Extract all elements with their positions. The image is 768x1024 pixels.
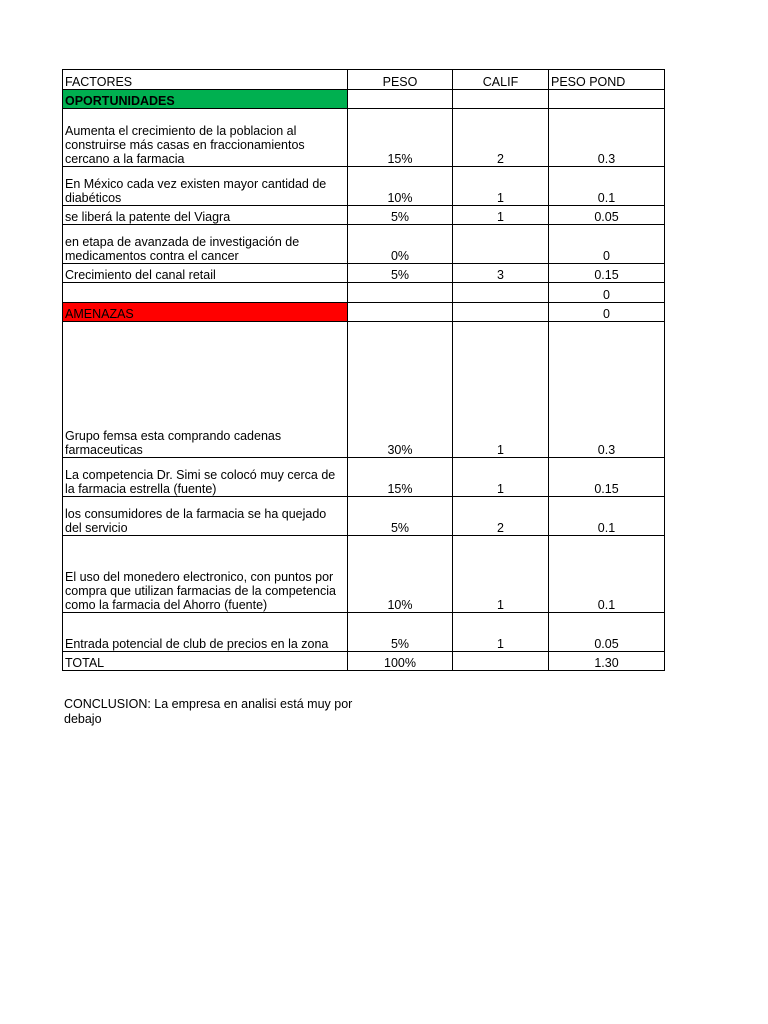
factor-cell[interactable]: El uso del monedero electronico, con puntos por compra que utilizan farmacias de la competencia como la farmacia del Ahorro (fuente) bbox=[63, 536, 348, 613]
factor-cell[interactable]: En México cada vez existen mayor cantidad de diabéticos bbox=[63, 167, 348, 206]
table-row bbox=[63, 497, 665, 536]
table-row bbox=[63, 613, 665, 652]
total-row bbox=[63, 652, 665, 671]
total-label[interactable]: TOTAL bbox=[63, 652, 348, 671]
calif-cell[interactable]: 2 bbox=[453, 109, 549, 167]
calif-cell[interactable]: 1 bbox=[453, 167, 549, 206]
factor-cell[interactable]: Entrada potencial de club de precios en la zona bbox=[63, 613, 348, 652]
section-row-amenazas bbox=[63, 303, 665, 322]
table-cell[interactable] bbox=[348, 90, 453, 109]
pond-cell[interactable]: 0.1 bbox=[549, 497, 665, 536]
table-cell[interactable] bbox=[453, 90, 549, 109]
pond-cell[interactable]: 0.1 bbox=[549, 167, 665, 206]
factor-cell[interactable] bbox=[63, 283, 348, 303]
table-row bbox=[63, 206, 665, 225]
table-row bbox=[63, 109, 665, 167]
factor-cell[interactable]: Aumenta el crecimiento de la poblacion al construirse más casas en fraccionamientos cercano a la farmacia bbox=[63, 109, 348, 167]
peso-cell[interactable]: 10% bbox=[348, 167, 453, 206]
pond-cell[interactable]: 0.15 bbox=[549, 264, 665, 283]
factor-cell[interactable]: se liberá la patente del Viagra bbox=[63, 206, 348, 225]
factor-cell[interactable]: Grupo femsa esta comprando cadenas farmaceuticas bbox=[63, 322, 348, 458]
pond-cell[interactable]: 0.3 bbox=[549, 109, 665, 167]
pond-cell[interactable]: 0 bbox=[549, 225, 665, 264]
table-row bbox=[63, 322, 665, 458]
total-calif[interactable] bbox=[453, 652, 549, 671]
calif-cell[interactable]: 2 bbox=[453, 497, 549, 536]
pond-cell[interactable]: 0 bbox=[549, 283, 665, 303]
table-row bbox=[63, 225, 665, 264]
calif-cell[interactable] bbox=[453, 283, 549, 303]
calif-cell[interactable] bbox=[453, 225, 549, 264]
section-row-oportunidades bbox=[63, 90, 665, 109]
table-row bbox=[63, 458, 665, 497]
peso-cell[interactable]: 10% bbox=[348, 536, 453, 613]
peso-cell[interactable]: 5% bbox=[348, 497, 453, 536]
calif-cell[interactable]: 1 bbox=[453, 613, 549, 652]
total-peso[interactable]: 100% bbox=[348, 652, 453, 671]
calif-cell[interactable]: 3 bbox=[453, 264, 549, 283]
header-factores[interactable]: FACTORES bbox=[63, 70, 348, 90]
factor-cell[interactable]: los consumidores de la farmacia se ha quejado del servicio bbox=[63, 497, 348, 536]
peso-cell[interactable]: 15% bbox=[348, 458, 453, 497]
header-calif[interactable]: CALIF bbox=[453, 70, 549, 90]
pond-cell[interactable]: 0.05 bbox=[549, 613, 665, 652]
header-peso-pond[interactable]: PESO POND bbox=[549, 70, 665, 90]
conclusion-text[interactable]: CONCLUSION: La empresa en analisi está muy por debajo bbox=[64, 697, 353, 726]
pond-cell[interactable]: 0.05 bbox=[549, 206, 665, 225]
table-row bbox=[63, 536, 665, 613]
table-cell[interactable] bbox=[348, 303, 453, 322]
total-pond[interactable]: 1.30 bbox=[549, 652, 665, 671]
calif-cell[interactable]: 1 bbox=[453, 322, 549, 458]
table-cell[interactable] bbox=[549, 90, 665, 109]
table-cell[interactable] bbox=[453, 303, 549, 322]
table-row bbox=[63, 283, 665, 303]
peso-cell[interactable] bbox=[348, 283, 453, 303]
table-row bbox=[63, 167, 665, 206]
calif-cell[interactable]: 1 bbox=[453, 536, 549, 613]
header-row bbox=[63, 70, 665, 90]
section-label-oportunidades[interactable]: OPORTUNIDADES bbox=[63, 90, 348, 109]
peso-cell[interactable]: 0% bbox=[348, 225, 453, 264]
peso-cell[interactable]: 15% bbox=[348, 109, 453, 167]
header-peso[interactable]: PESO bbox=[348, 70, 453, 90]
pond-cell[interactable]: 0.1 bbox=[549, 536, 665, 613]
pond-cell[interactable]: 0 bbox=[549, 303, 665, 322]
pond-cell[interactable]: 0.3 bbox=[549, 322, 665, 458]
factor-cell[interactable]: La competencia Dr. Simi se colocó muy cerca de la farmacia estrella (fuente) bbox=[63, 458, 348, 497]
table-row bbox=[63, 264, 665, 283]
peso-cell[interactable]: 5% bbox=[348, 613, 453, 652]
factor-cell[interactable]: en etapa de avanzada de investigación de medicamentos contra el cancer bbox=[63, 225, 348, 264]
calif-cell[interactable]: 1 bbox=[453, 206, 549, 225]
efe-matrix-table bbox=[62, 69, 665, 671]
section-label-amenazas[interactable]: AMENAZAS bbox=[63, 303, 348, 322]
peso-cell[interactable]: 5% bbox=[348, 264, 453, 283]
pond-cell[interactable]: 0.15 bbox=[549, 458, 665, 497]
peso-cell[interactable]: 30% bbox=[348, 322, 453, 458]
peso-cell[interactable]: 5% bbox=[348, 206, 453, 225]
factor-cell[interactable]: Crecimiento del canal retail bbox=[63, 264, 348, 283]
calif-cell[interactable]: 1 bbox=[453, 458, 549, 497]
